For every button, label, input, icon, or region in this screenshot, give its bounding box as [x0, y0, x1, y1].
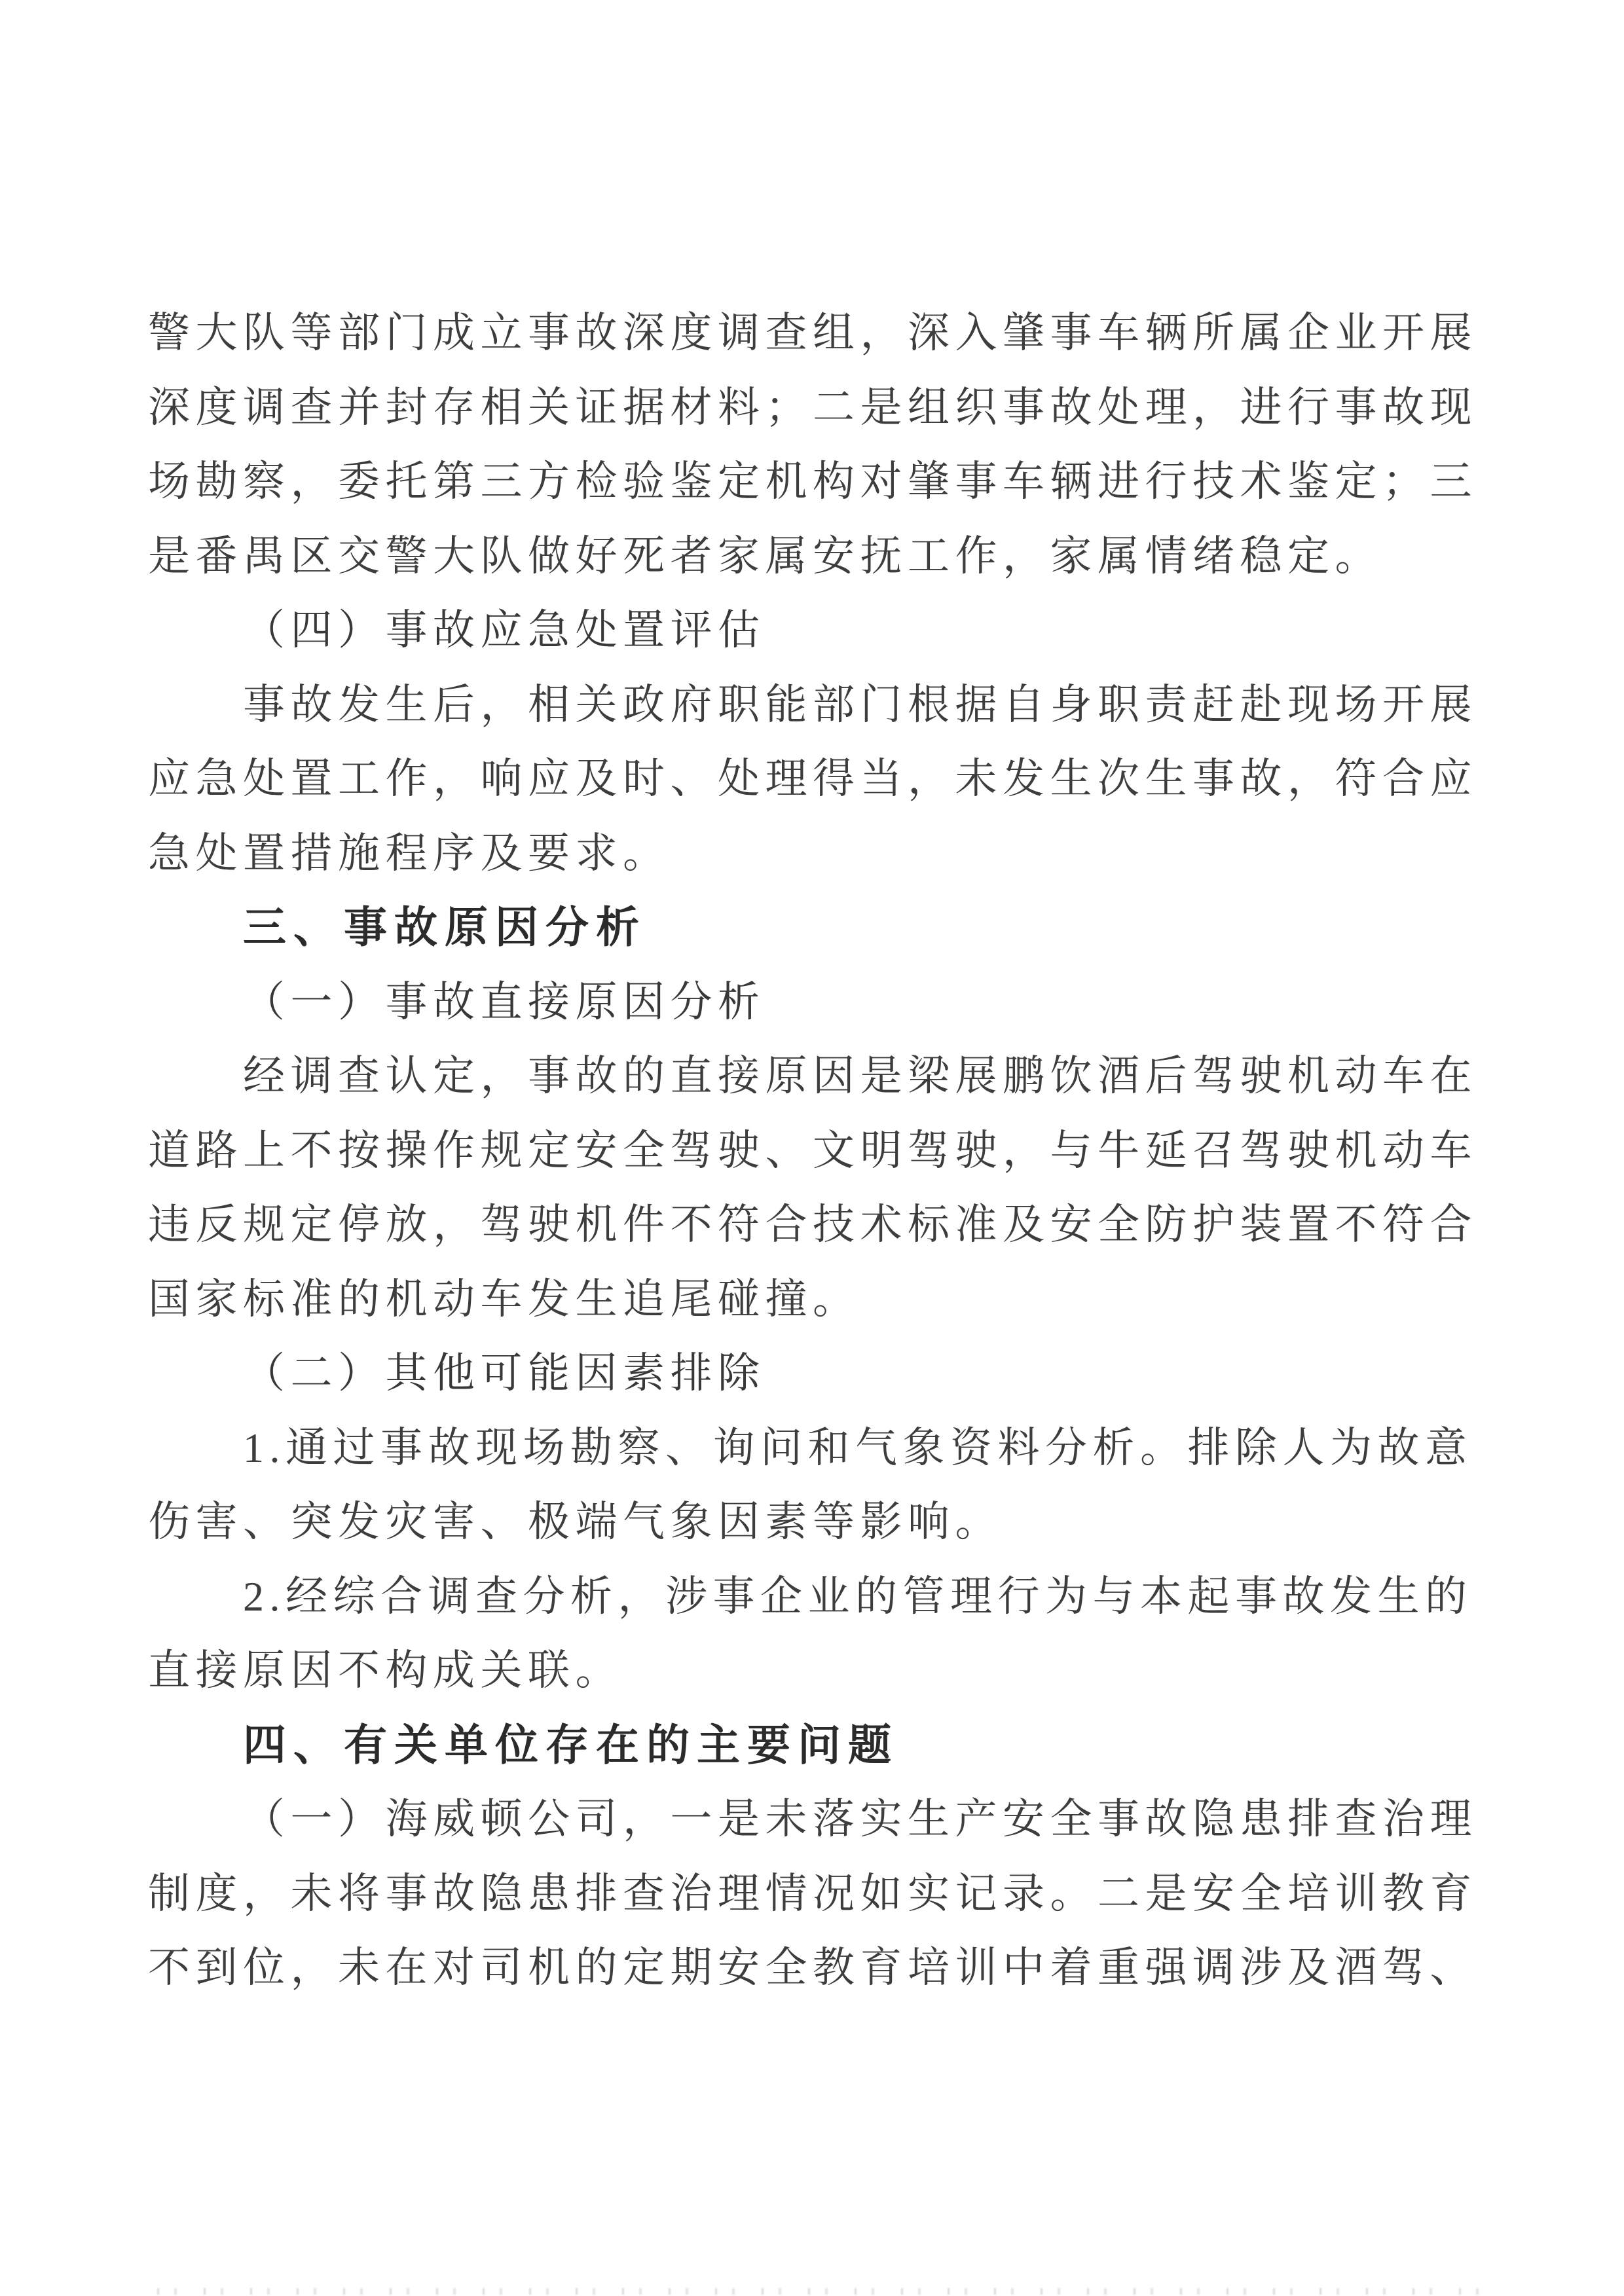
paragraph-line: 不到位，未在对司机的定期安全教育培训中着重强调涉及酒驾、 — [148, 1944, 1477, 1991]
paragraph-line: 是番禺区交警大队做好死者家属安抚工作，家属情绪稳定。 — [148, 532, 1382, 579]
numbered-item-line: 2.经综合调查分析，涉事企业的管理行为与本起事故发生的 — [243, 1573, 1473, 1620]
document-text-block — [148, 296, 1479, 2005]
paragraph-line: 伤害、突发灾害、极端气象因素等影响。 — [148, 1499, 1003, 1545]
paragraph-line: 应急处置工作，响应及时、处理得当，未发生次生事故，符合应 — [148, 756, 1477, 802]
paragraph-line: 深度调查并封存相关证据材料；二是组织事故处理，进行事故现 — [148, 384, 1477, 431]
paragraph-line: 急处置措施程序及要求。 — [148, 829, 671, 877]
section-heading-4: 四、有关单位存在的主要问题 — [243, 1720, 898, 1769]
paragraph-line: 违反规定停放，驾驶机件不符合技术标准及安全防护装置不符合 — [148, 1201, 1477, 1248]
subheading-item-4: （四）事故应急处置评估 — [243, 607, 766, 653]
subheading-item-1: （一）事故直接原因分析 — [243, 978, 766, 1025]
paragraph-line: 直接原因不构成关联。 — [148, 1647, 623, 1694]
subheading-item-2: （二）其他可能因素排除 — [243, 1350, 766, 1396]
paragraph-line: （一）海威顿公司，一是未落实生产安全事故隐患排查治理 — [243, 1796, 1477, 1842]
page-bottom-scan-artifact — [157, 2288, 1486, 2295]
numbered-item-line: 1.通过事故现场勘察、询问和气象资料分析。排除人为故意 — [243, 1424, 1473, 1471]
paragraph-line: 警大队等部门成立事故深度调查组，深入肇事车辆所属企业开展 — [148, 310, 1477, 356]
paragraph-line: 道路上不按操作规定安全驾驶、文明驾驶，与牛延召驾驶机动车 — [148, 1127, 1477, 1174]
paragraph-line: 经调查认定，事故的直接原因是梁展鹏饮酒后驾驶机动车在 — [243, 1053, 1477, 1099]
paragraph-line: 场勘察，委托第三方检验鉴定机构对肇事车辆进行技术鉴定；三 — [148, 458, 1477, 505]
paragraph-line: 事故发生后，相关政府职能部门根据自身职责赶赴现场开展 — [243, 681, 1477, 728]
paragraph-line: 国家标准的机动车发生追尾碰撞。 — [148, 1275, 860, 1322]
section-heading-3: 三、事故原因分析 — [243, 903, 646, 951]
paragraph-line: 制度，未将事故隐患排查治理情况如实记录。二是安全培训教育 — [148, 1870, 1477, 1917]
